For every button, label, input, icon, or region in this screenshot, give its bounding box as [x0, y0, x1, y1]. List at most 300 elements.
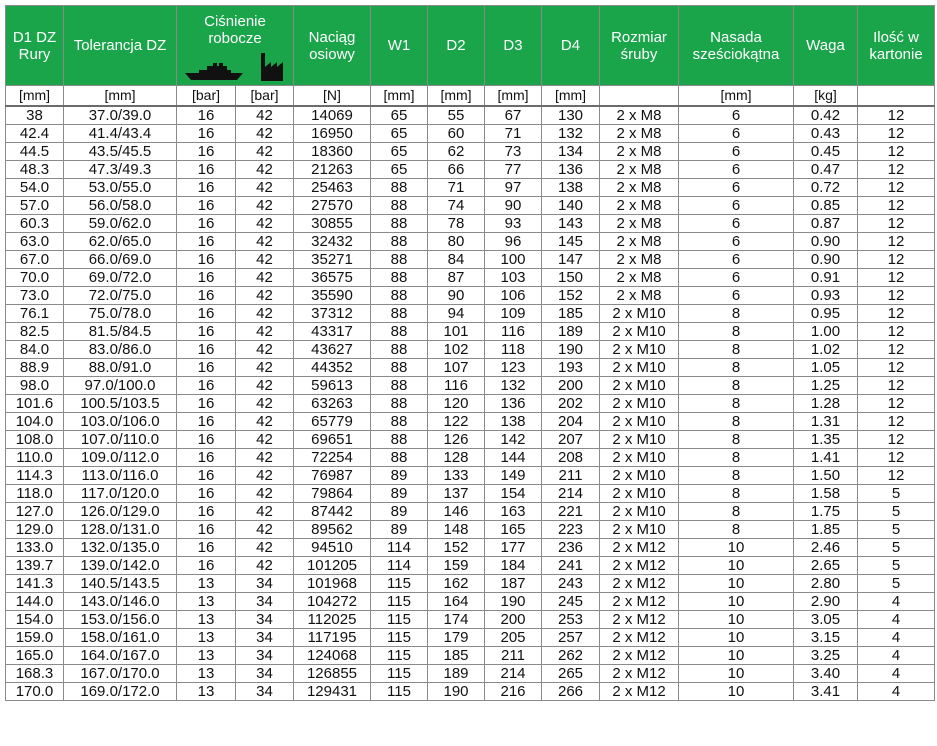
table-cell: 103.0/106.0 [64, 413, 177, 431]
table-cell: 69651 [294, 431, 371, 449]
table-cell: 128 [428, 449, 485, 467]
table-cell: 179 [428, 629, 485, 647]
table-cell: 67.0 [6, 251, 64, 269]
table-cell: 16 [177, 215, 236, 233]
table-cell: 2 x M10 [600, 431, 679, 449]
table-cell: 16 [177, 467, 236, 485]
table-cell: 211 [485, 647, 542, 665]
table-cell: 62.0/65.0 [64, 233, 177, 251]
table-cell: 132 [542, 125, 600, 143]
table-cell: 2.90 [794, 593, 858, 611]
table-row [6, 179, 935, 197]
table-cell: 189 [542, 323, 600, 341]
table-cell: 134 [542, 143, 600, 161]
table-cell: 42 [236, 215, 294, 233]
table-cell: 200 [542, 377, 600, 395]
table-cell: 1.31 [794, 413, 858, 431]
table-cell: 3.05 [794, 611, 858, 629]
table-cell: 88 [371, 341, 428, 359]
table-cell: 65 [371, 143, 428, 161]
table-cell: 4 [858, 647, 935, 665]
unit-cell: [mm] [64, 86, 177, 107]
table-cell: 34 [236, 683, 294, 701]
table-cell: 2 x M12 [600, 683, 679, 701]
table-cell: 108.0 [6, 431, 64, 449]
table-cell: 167.0/170.0 [64, 665, 177, 683]
table-cell: 130 [542, 106, 600, 125]
table-row [6, 125, 935, 143]
table-cell: 3.40 [794, 665, 858, 683]
table-cell: 144 [485, 449, 542, 467]
header-w1: W1 [371, 6, 428, 86]
pressure-title: Ciśnienie robocze [204, 12, 266, 47]
units-row [6, 86, 935, 107]
unit-cell: [mm] [371, 86, 428, 107]
table-cell: 5 [858, 503, 935, 521]
table-cell: 14069 [294, 106, 371, 125]
table-cell: 243 [542, 575, 600, 593]
table-cell: 12 [858, 269, 935, 287]
table-cell: 42 [236, 431, 294, 449]
table-row [6, 503, 935, 521]
table-cell: 265 [542, 665, 600, 683]
table-cell: 42 [236, 557, 294, 575]
table-cell: 16 [177, 395, 236, 413]
table-cell: 10 [679, 683, 794, 701]
table-cell: 6 [679, 106, 794, 125]
table-cell: 107.0/110.0 [64, 431, 177, 449]
table-cell: 8 [679, 341, 794, 359]
table-cell: 0.87 [794, 215, 858, 233]
table-cell: 0.45 [794, 143, 858, 161]
table-cell: 146 [428, 503, 485, 521]
table-cell: 94 [428, 305, 485, 323]
table-cell: 6 [679, 161, 794, 179]
table-cell: 65779 [294, 413, 371, 431]
table-cell: 88 [371, 431, 428, 449]
table-cell: 253 [542, 611, 600, 629]
table-cell: 115 [371, 665, 428, 683]
table-cell: 2 x M10 [600, 395, 679, 413]
table-cell: 16 [177, 179, 236, 197]
table-cell: 78 [428, 215, 485, 233]
table-row [6, 106, 935, 125]
table-cell: 16 [177, 143, 236, 161]
table-cell: 106 [485, 287, 542, 305]
table-cell: 2 x M10 [600, 503, 679, 521]
table-cell: 88 [371, 323, 428, 341]
table-cell: 114 [371, 539, 428, 557]
table-cell: 3.25 [794, 647, 858, 665]
table-cell: 57.0 [6, 197, 64, 215]
table-cell: 75.0/78.0 [64, 305, 177, 323]
table-cell: 89 [371, 503, 428, 521]
table-cell: 159.0 [6, 629, 64, 647]
table-cell: 147 [542, 251, 600, 269]
table-cell: 153.0/156.0 [64, 611, 177, 629]
table-cell: 10 [679, 647, 794, 665]
table-row [6, 161, 935, 179]
table-cell: 36575 [294, 269, 371, 287]
table-cell: 6 [679, 269, 794, 287]
table-cell: 12 [858, 413, 935, 431]
table-cell: 144.0 [6, 593, 64, 611]
table-cell: 88 [371, 449, 428, 467]
table-cell: 115 [371, 593, 428, 611]
table-cell: 84 [428, 251, 485, 269]
table-cell: 42.4 [6, 125, 64, 143]
table-cell: 10 [679, 575, 794, 593]
table-cell: 42 [236, 287, 294, 305]
table-cell: 42 [236, 539, 294, 557]
table-cell: 16 [177, 449, 236, 467]
table-cell: 41.4/43.4 [64, 125, 177, 143]
unit-cell: [mm] [679, 86, 794, 107]
table-cell: 88 [371, 395, 428, 413]
table-cell: 16 [177, 503, 236, 521]
table-cell: 76987 [294, 467, 371, 485]
table-cell: 13 [177, 593, 236, 611]
table-cell: 142 [485, 431, 542, 449]
table-cell: 90 [485, 197, 542, 215]
table-cell: 118 [485, 341, 542, 359]
table-cell: 37312 [294, 305, 371, 323]
table-cell: 1.41 [794, 449, 858, 467]
table-cell: 115 [371, 575, 428, 593]
table-cell: 2.65 [794, 557, 858, 575]
unit-cell: [bar] [177, 86, 236, 107]
table-cell: 69.0/72.0 [64, 269, 177, 287]
table-cell: 70.0 [6, 269, 64, 287]
table-cell: 97 [485, 179, 542, 197]
table-cell: 150 [542, 269, 600, 287]
table-row [6, 269, 935, 287]
table-cell: 16 [177, 341, 236, 359]
table-cell: 164.0/167.0 [64, 647, 177, 665]
table-cell: 101.6 [6, 395, 64, 413]
table-cell: 8 [679, 413, 794, 431]
table-cell: 34 [236, 665, 294, 683]
table-cell: 104.0 [6, 413, 64, 431]
table-cell: 44.5 [6, 143, 64, 161]
table-cell: 16 [177, 557, 236, 575]
table-cell: 223 [542, 521, 600, 539]
table-cell: 6 [679, 233, 794, 251]
table-cell: 2 x M10 [600, 449, 679, 467]
header-d4: D4 [542, 6, 600, 86]
table-cell: 42 [236, 395, 294, 413]
table-cell: 236 [542, 539, 600, 557]
table-cell: 221 [542, 503, 600, 521]
table-row [6, 197, 935, 215]
table-cell: 16 [177, 521, 236, 539]
table-cell: 169.0/172.0 [64, 683, 177, 701]
table-cell: 56.0/58.0 [64, 197, 177, 215]
table-cell: 1.25 [794, 377, 858, 395]
table-cell: 55 [428, 106, 485, 125]
table-cell: 53.0/55.0 [64, 179, 177, 197]
table-cell: 34 [236, 611, 294, 629]
table-cell: 63.0 [6, 233, 64, 251]
table-cell: 66 [428, 161, 485, 179]
table-cell: 42 [236, 125, 294, 143]
table-cell: 8 [679, 377, 794, 395]
table-cell: 103 [485, 269, 542, 287]
table-cell: 104272 [294, 593, 371, 611]
table-cell: 136 [542, 161, 600, 179]
table-cell: 16950 [294, 125, 371, 143]
table-row [6, 215, 935, 233]
table-cell: 42 [236, 197, 294, 215]
table-cell: 59613 [294, 377, 371, 395]
table-cell: 207 [542, 431, 600, 449]
table-cell: 10 [679, 629, 794, 647]
table-cell: 165.0 [6, 647, 64, 665]
header-tolerance: Tolerancja DZ [64, 6, 177, 86]
table-cell: 12 [858, 215, 935, 233]
table-cell: 42 [236, 251, 294, 269]
table-cell: 10 [679, 593, 794, 611]
table-cell: 8 [679, 467, 794, 485]
table-cell: 145 [542, 233, 600, 251]
table-cell: 6 [679, 215, 794, 233]
table-cell: 54.0 [6, 179, 64, 197]
header-axial: Naciąg osiowy [294, 6, 371, 86]
table-cell: 0.42 [794, 106, 858, 125]
table-cell: 12 [858, 341, 935, 359]
header-hex: Nasada sześciokątna [679, 6, 794, 86]
table-row [6, 683, 935, 701]
header-d2: D2 [428, 6, 485, 86]
unit-cell: [N] [294, 86, 371, 107]
unit-cell: [mm] [428, 86, 485, 107]
table-cell: 8 [679, 431, 794, 449]
table-cell: 77 [485, 161, 542, 179]
spec-table [5, 5, 935, 701]
table-cell: 60.3 [6, 215, 64, 233]
table-cell: 16 [177, 377, 236, 395]
table-cell: 139.0/142.0 [64, 557, 177, 575]
table-cell: 0.90 [794, 251, 858, 269]
table-cell: 109.0/112.0 [64, 449, 177, 467]
table-cell: 12 [858, 179, 935, 197]
table-row [6, 647, 935, 665]
table-row [6, 521, 935, 539]
table-cell: 12 [858, 359, 935, 377]
table-cell: 2 x M8 [600, 215, 679, 233]
table-cell: 16 [177, 197, 236, 215]
table-cell: 140.5/143.5 [64, 575, 177, 593]
table-cell: 2 x M8 [600, 251, 679, 269]
table-cell: 2.46 [794, 539, 858, 557]
table-row [6, 341, 935, 359]
table-cell: 214 [542, 485, 600, 503]
table-cell: 138 [542, 179, 600, 197]
header-bolt: Rozmiar śruby [600, 6, 679, 86]
table-cell: 12 [858, 251, 935, 269]
table-cell: 12 [858, 143, 935, 161]
table-cell: 44352 [294, 359, 371, 377]
table-row [6, 629, 935, 647]
table-cell: 3.41 [794, 683, 858, 701]
table-cell: 107 [428, 359, 485, 377]
table-cell: 214 [485, 665, 542, 683]
table-cell: 190 [485, 593, 542, 611]
table-cell: 122 [428, 413, 485, 431]
table-cell: 193 [542, 359, 600, 377]
table-cell: 184 [485, 557, 542, 575]
table-cell: 63263 [294, 395, 371, 413]
table-cell: 2 x M8 [600, 143, 679, 161]
table-cell: 132 [485, 377, 542, 395]
table-cell: 0.72 [794, 179, 858, 197]
table-cell: 170.0 [6, 683, 64, 701]
table-cell: 0.91 [794, 269, 858, 287]
header-weight: Waga [794, 6, 858, 86]
table-cell: 42 [236, 377, 294, 395]
table-cell: 1.58 [794, 485, 858, 503]
table-cell: 38 [6, 106, 64, 125]
table-cell: 13 [177, 629, 236, 647]
table-cell: 88 [371, 377, 428, 395]
table-cell: 5 [858, 557, 935, 575]
table-cell: 16 [177, 305, 236, 323]
table-cell: 115 [371, 629, 428, 647]
table-cell: 165 [485, 521, 542, 539]
table-row [6, 557, 935, 575]
table-cell: 97.0/100.0 [64, 377, 177, 395]
table-cell: 2 x M10 [600, 323, 679, 341]
table-cell: 65 [371, 106, 428, 125]
table-cell: 88 [371, 269, 428, 287]
unit-cell: [mm] [6, 86, 64, 107]
table-cell: 42 [236, 341, 294, 359]
table-cell: 42 [236, 106, 294, 125]
table-cell: 8 [679, 521, 794, 539]
table-cell: 12 [858, 467, 935, 485]
table-cell: 4 [858, 593, 935, 611]
table-cell: 80 [428, 233, 485, 251]
table-row [6, 575, 935, 593]
ship-icon [185, 63, 243, 81]
table-cell: 187 [485, 575, 542, 593]
table-cell: 25463 [294, 179, 371, 197]
table-cell: 2 x M10 [600, 359, 679, 377]
table-cell: 117.0/120.0 [64, 485, 177, 503]
table-cell: 1.50 [794, 467, 858, 485]
table-cell: 16 [177, 413, 236, 431]
table-cell: 1.35 [794, 431, 858, 449]
table-cell: 2 x M12 [600, 539, 679, 557]
table-row [6, 413, 935, 431]
table-cell: 115 [371, 647, 428, 665]
table-cell: 241 [542, 557, 600, 575]
table-cell: 101205 [294, 557, 371, 575]
table-cell: 16 [177, 539, 236, 557]
table-cell: 43.5/45.5 [64, 143, 177, 161]
table-cell: 6 [679, 125, 794, 143]
table-row [6, 143, 935, 161]
table-cell: 2 x M10 [600, 521, 679, 539]
table-cell: 59.0/62.0 [64, 215, 177, 233]
header-d3: D3 [485, 6, 542, 86]
table-cell: 2 x M12 [600, 611, 679, 629]
table-cell: 66.0/69.0 [64, 251, 177, 269]
table-row [6, 305, 935, 323]
table-cell: 140 [542, 197, 600, 215]
table-cell: 6 [679, 179, 794, 197]
table-row [6, 323, 935, 341]
factory-icon [259, 53, 285, 81]
table-cell: 83.0/86.0 [64, 341, 177, 359]
table-cell: 0.90 [794, 233, 858, 251]
table-cell: 200 [485, 611, 542, 629]
table-cell: 88 [371, 197, 428, 215]
table-cell: 34 [236, 629, 294, 647]
table-cell: 126.0/129.0 [64, 503, 177, 521]
table-cell: 1.00 [794, 323, 858, 341]
table-cell: 2 x M10 [600, 305, 679, 323]
table-cell: 189 [428, 665, 485, 683]
table-cell: 190 [428, 683, 485, 701]
table-cell: 89562 [294, 521, 371, 539]
table-cell: 89 [371, 485, 428, 503]
table-cell: 12 [858, 197, 935, 215]
table-cell: 13 [177, 647, 236, 665]
table-cell: 143.0/146.0 [64, 593, 177, 611]
table-cell: 67 [485, 106, 542, 125]
table-cell: 109 [485, 305, 542, 323]
table-cell: 5 [858, 521, 935, 539]
unit-cell: [bar] [236, 86, 294, 107]
table-cell: 117195 [294, 629, 371, 647]
table-cell: 12 [858, 161, 935, 179]
table-cell: 42 [236, 413, 294, 431]
table-cell: 72254 [294, 449, 371, 467]
table-cell: 116 [485, 323, 542, 341]
table-row [6, 287, 935, 305]
table-cell: 1.02 [794, 341, 858, 359]
table-cell: 88 [371, 251, 428, 269]
table-cell: 0.47 [794, 161, 858, 179]
table-cell: 12 [858, 233, 935, 251]
table-cell: 88 [371, 233, 428, 251]
table-cell: 90 [428, 287, 485, 305]
table-cell: 158.0/161.0 [64, 629, 177, 647]
table-cell: 2 x M8 [600, 287, 679, 305]
table-cell: 126 [428, 431, 485, 449]
table-cell: 13 [177, 611, 236, 629]
table-row [6, 467, 935, 485]
table-cell: 48.3 [6, 161, 64, 179]
table-cell: 2 x M10 [600, 413, 679, 431]
table-cell: 12 [858, 449, 935, 467]
table-cell: 42 [236, 467, 294, 485]
table-cell: 13 [177, 575, 236, 593]
table-cell: 4 [858, 665, 935, 683]
table-cell: 16 [177, 106, 236, 125]
table-cell: 6 [679, 287, 794, 305]
table-cell: 12 [858, 395, 935, 413]
table-cell: 88.0/91.0 [64, 359, 177, 377]
table-cell: 208 [542, 449, 600, 467]
table-cell: 129431 [294, 683, 371, 701]
table-cell: 6 [679, 143, 794, 161]
table-cell: 42 [236, 485, 294, 503]
table-cell: 12 [858, 377, 935, 395]
table-cell: 8 [679, 485, 794, 503]
unit-cell [600, 86, 679, 107]
